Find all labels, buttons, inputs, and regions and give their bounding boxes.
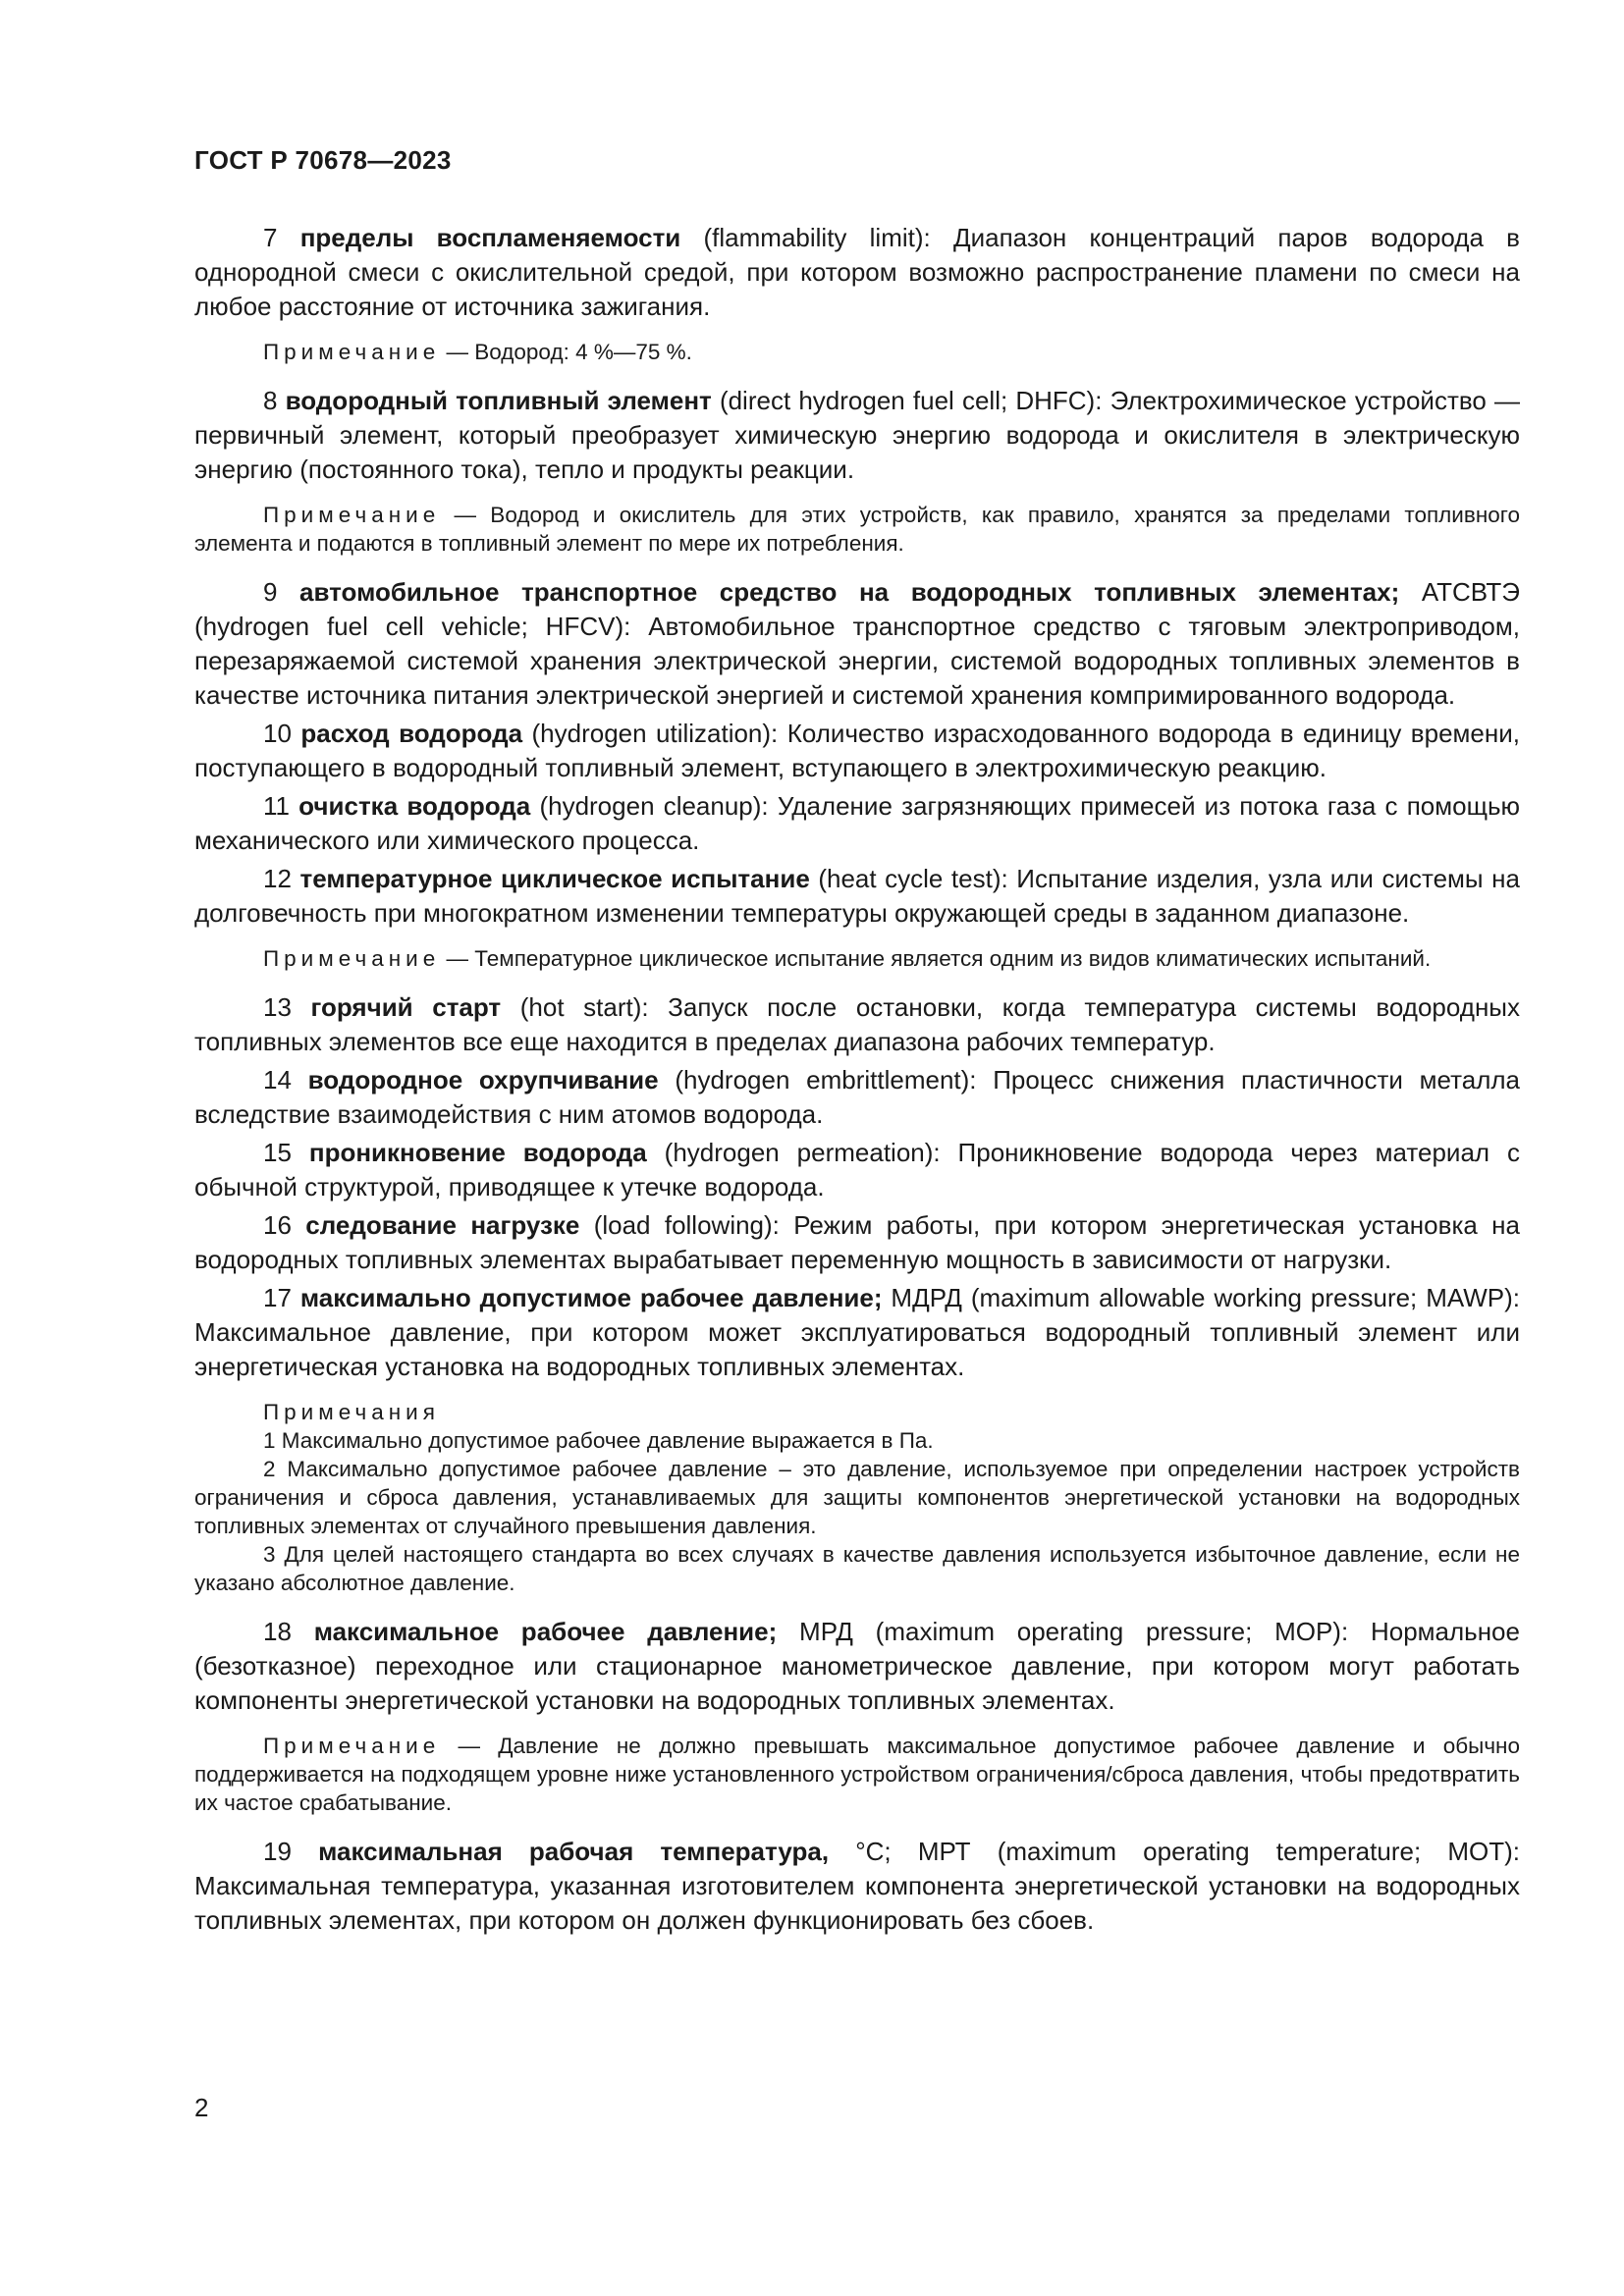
term-title: пределы воспламеняемости xyxy=(299,223,681,252)
note-item: 3 Для целей настоящего стандарта во всех случаях в качестве давления используется избыточное давление, если не указано абсолютное давление. xyxy=(194,1542,1520,1595)
term-entry-14: 14 водородное охрупчивание (hydrogen embrittlement): Процесс снижения пластичности металла вследствие взаимодействия с ним атомов водорода. xyxy=(194,1065,1521,1129)
term-entry-19: 19 максимальная рабочая температура, °C; МРТ (maximum operating temperature; MOT): Максимальная температура, указанная изготовителем компонента энергетической установки на водородных топливных элементах, при котором он должен функционировать без сбоев. xyxy=(194,1837,1520,1935)
term-title: автомобильное транспортное средство на водородных топливных элементах; xyxy=(299,577,1400,607)
note-7: Примечание — Водород: 4 %—75 %. xyxy=(263,340,692,364)
term-title: проникновение водорода xyxy=(308,1138,647,1167)
term-entry-15: 15 проникновение водорода (hydrogen permeation): Проникновение водорода через материал с обычной структурой, приводящее к утечке водорода. xyxy=(194,1138,1521,1201)
notes-17 xyxy=(194,1398,1520,1597)
term-entry-18: 18 максимальное рабочее давление; МРД (maximum operating pressure; MOP): Нормальное (безотказное) переходное или стационарное манометрическое давление, при котором могут работать компоненты энергетической установки на водородных топливных элементах. xyxy=(194,1617,1520,1715)
term-entry-8: 8 водородный топливный элемент (direct hydrogen fuel cell; DHFC): Электрохимическое устройство — первичный элемент, который преобразует химическую энергию водорода и окислителя в электрическую энергию (постоянного тока), тепло и продукты реакции. xyxy=(194,386,1520,484)
note-item: 1 Максимально допустимое рабочее давление выражается в Па. xyxy=(263,1428,934,1453)
term-title: температурное циклическое испытание xyxy=(299,864,810,893)
document-page xyxy=(194,145,1520,1942)
term-title: максимальная рабочая температура, xyxy=(318,1837,830,1866)
term-title: расход водорода xyxy=(300,719,523,748)
term-entry-10: 10 расход водорода (hydrogen utilization): Количество израсходованного водорода в единицу времени, поступающего в водородный топливный элемент, вступающего в электрохимическую реакцию. xyxy=(194,719,1520,782)
term-entry-9: 9 автомобильное транспортное средство на водородных топливных элементах; АТСВТЭ (hydrogen fuel cell vehicle; HFCV): Автомобильное транспортное средство с тяговым электроприводом, перезаряжаемой системой хранения электрической энергии, системой водородных топливных элементов в качестве источника питания электрической энергией и системой хранения компримированного водорода. xyxy=(194,577,1520,710)
term-entry-16: 16 следование нагрузке (load following): Режим работы, при котором энергетическая установка на водородных топливных элементах вырабатывает переменную мощность в зависимости от нагрузки. xyxy=(194,1210,1520,1274)
note-12: Примечание — Температурное циклическое испытание является одним из видов климатических испытаний. xyxy=(263,946,1432,971)
note-item: 2 Максимально допустимое рабочее давление – это давление, используемое при определении настроек устройств ограничения и сброса давления, устанавливаемых для защиты компонентов энергетической установки на водородных топливных элементах от случайного превышения давления. xyxy=(194,1457,1520,1538)
term-title: водородный топливный элемент xyxy=(285,386,712,415)
document-header: ГОСТ Р 70678—2023 xyxy=(194,145,452,175)
term-entry-17: 17 максимально допустимое рабочее давление; МДРД (maximum allowable working pressure; MAWP): Максимальное давление, при котором может эксплуатироваться водородный топливный элемент или энергетическая установка на водородных топливных элементах. xyxy=(194,1283,1521,1381)
term-entry-11: 11 очистка водорода (hydrogen cleanup): Удаление загрязняющих примесей из потока газа с помощью механического или химического процесса. xyxy=(194,791,1521,855)
term-title: очистка водорода xyxy=(298,791,531,821)
term-title: горячий старт xyxy=(310,992,502,1022)
term-title: максимальное рабочее давление; xyxy=(313,1617,778,1646)
note-8: Примечание — Водород и окислитель для этих устройств, как правило, хранятся за пределами топливного элемента и подаются в топливный элемент по мере их потребления. xyxy=(194,503,1520,556)
term-entry-13: 13 горячий старт (hot start): Запуск после остановки, когда температура системы водородных топливных элементов все еще находится в пределах диапазона рабочих температур. xyxy=(194,992,1520,1056)
term-entry-7: 7 пределы воспламеняемости (flammability limit): Диапазон концентраций паров водорода в однородной смеси с окислительной средой, при котором возможно распространение пламени по смеси на любое расстояние от источника зажигания. xyxy=(194,223,1520,321)
page-number: 2 xyxy=(194,2093,209,2122)
term-entry-12: 12 температурное циклическое испытание (heat cycle test): Испытание изделия, узла или системы на долговечность при многократном изменении температуры окружающей среды в заданном диапазоне. xyxy=(194,864,1520,928)
term-title: максимально допустимое рабочее давление; xyxy=(299,1283,883,1312)
notes-heading: Примечания xyxy=(263,1400,440,1424)
note-18: Примечание — Давление не должно превышать максимальное допустимое рабочее давление и обычно поддерживается на подходящем уровне ниже установленного устройством ограничения/сброса давления, чтобы предотвратить их частое срабатывание. xyxy=(194,1734,1520,1815)
term-title: следование нагрузке xyxy=(305,1210,580,1240)
term-title: водородное охрупчивание xyxy=(307,1065,659,1095)
